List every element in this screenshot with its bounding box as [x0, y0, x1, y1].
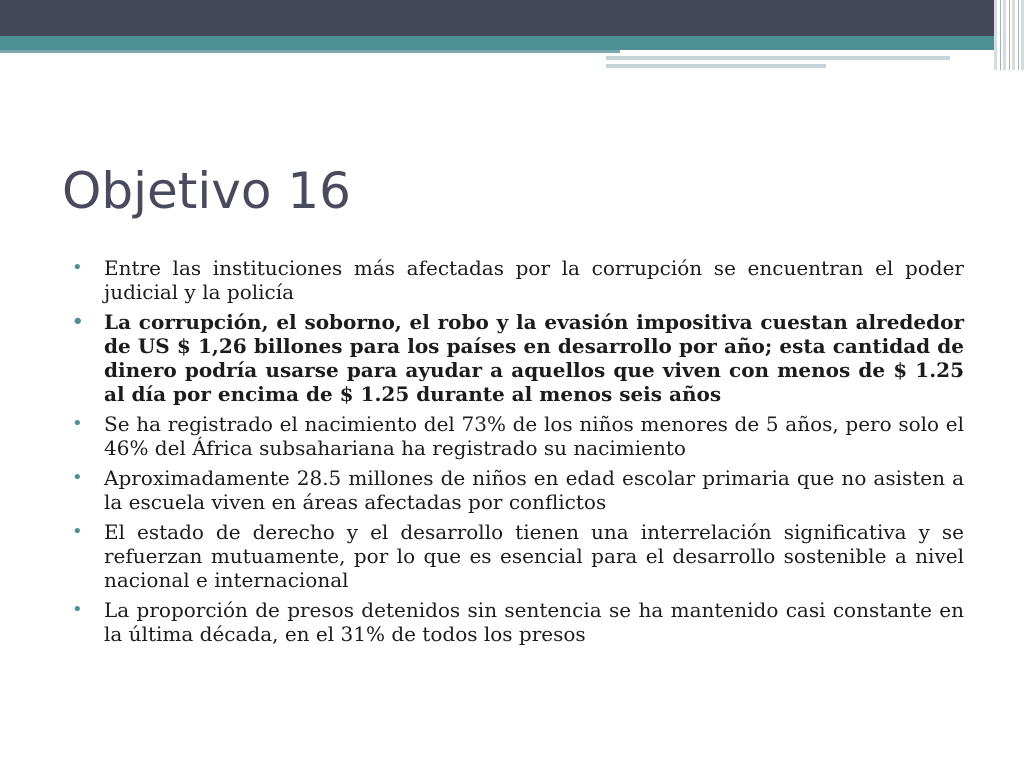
- slide-title: Objetivo 16: [62, 162, 351, 220]
- bullet-item: [72, 520, 964, 592]
- bullet-list: [72, 256, 964, 652]
- bullet-item: [72, 256, 964, 304]
- bullet-text: El estado de derecho y el desarrollo tienen una interrelación significativa y se refuerzan mutuamente, por lo que es esencial para el desarrollo sostenible a nivel nacional e internacional: [104, 520, 964, 592]
- bullet-item: [72, 598, 964, 646]
- bullet-dot-icon: •: [72, 311, 84, 332]
- bullet-text: Se ha registrado el nacimiento del 73% de los niños menores de 5 años, pero solo el 46% del África subsahariana ha registrado su nacimiento: [104, 412, 964, 460]
- header-dark-band: [0, 0, 1024, 36]
- bullet-text: Entre las instituciones más afectadas por la corrupción se encuentran el poder judicial y la policía: [104, 256, 964, 304]
- header-teal-band: [0, 36, 1000, 50]
- bullet-dot-icon: •: [72, 467, 83, 488]
- bullet-item: [72, 412, 964, 460]
- header-light-bar: [606, 56, 950, 60]
- header-teal-thin-line: [0, 50, 620, 53]
- bullet-item: [72, 310, 964, 406]
- bullet-dot-icon: •: [72, 521, 83, 542]
- bullet-dot-icon: •: [72, 599, 83, 620]
- bullet-dot-icon: •: [72, 413, 83, 434]
- header-light-bar-short: [606, 64, 826, 68]
- bullet-text: La corrupción, el soborno, el robo y la evasión impositiva cuestan alrededor de US $ 1,26 billones para los países en desarrollo por año; esta cantidad de dinero podría usarse para ayudar a aquellos que viven con menos de $ 1.25 al día por encima de $ 1.25 durante al menos seis años: [104, 310, 964, 406]
- bullet-text: La proporción de presos detenidos sin sentencia se ha mantenido casi constante en la última década, en el 31% de todos los presos: [104, 598, 964, 646]
- bullet-dot-icon: •: [72, 257, 83, 278]
- bullet-item: [72, 466, 964, 514]
- bullet-text: Aproximadamente 28.5 millones de niños en edad escolar primaria que no asisten a la escuela viven en áreas afectadas por conflictos: [104, 466, 964, 514]
- header-vertical-stripes: [994, 0, 1024, 70]
